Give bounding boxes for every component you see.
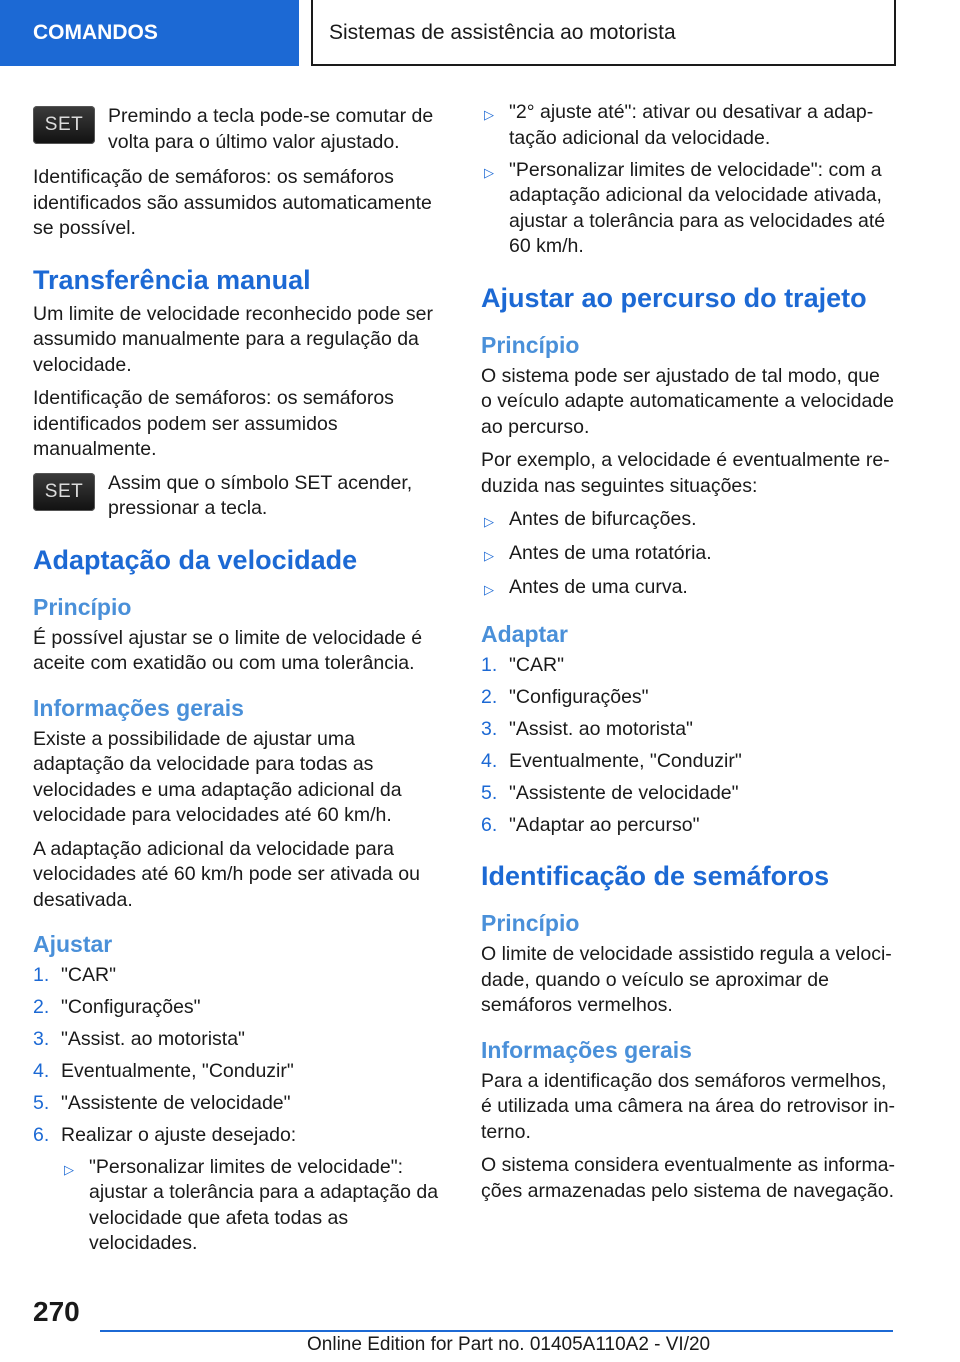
step-number: 1. (33, 964, 50, 986)
set-key-icon: SET (33, 106, 95, 144)
step-number: 5. (33, 1092, 50, 1114)
step-number: 4. (481, 749, 498, 772)
set-instruction-2 (33, 471, 448, 522)
list-item (33, 1091, 448, 1117)
list-item (33, 995, 448, 1021)
paragraph: O sistema considera eventualmente as informações armazenadas pelo sistema de navegação. (481, 1154, 896, 1202)
right-column (481, 100, 896, 1212)
paragraph: Identificação de semáforos: os semáforos identificados são assumidos automaticamente se possível. (33, 166, 432, 239)
paragraph: O limite de velocidade assistido regula a velocidade, quando o veículo se aproximar de semáforos vermelhos. (481, 943, 892, 1016)
step-text: "CAR" (61, 964, 117, 986)
triangle-bullet-icon: ▷ (484, 164, 494, 180)
set-key-icon: SET (33, 473, 95, 511)
step-text: "Adaptar ao percurso" (509, 813, 700, 836)
step-number: 5. (481, 781, 498, 804)
triangle-bullet-icon: ▷ (484, 548, 494, 563)
paragraph: Por exemplo, a velocidade é eventualmente reduzida nas seguintes situações: (481, 449, 890, 497)
list-item (481, 781, 896, 807)
paragraph: O sistema pode ser ajustado de tal modo, que o veículo adapte automaticamente a velocidade ao percurso. (481, 364, 895, 438)
paragraph: Existe a possibilidade de ajustar uma adaptação da velocidade para todas as velocidades e uma adaptação adicional da velocidade para velocidades até 60 km/h. (33, 727, 402, 826)
adapt-steps (481, 653, 896, 839)
left-column (33, 100, 448, 1270)
list-item (481, 100, 896, 151)
step-text: "Assistente de velocidade" (61, 1092, 291, 1114)
list-item (481, 749, 896, 775)
step-number: 1. (481, 653, 498, 676)
step-number: 4. (33, 1060, 50, 1082)
subheading-principle: Princípio (33, 593, 132, 620)
page-header (0, 0, 960, 66)
chapter-title: Sistemas de assistência ao motorista (311, 0, 896, 66)
step-text: "Assist. ao motorista" (509, 717, 693, 740)
step-text: "Configurações" (509, 685, 649, 708)
bullet-text: "Personalizar limites de velocidade": com a adaptação adicional da velocidade ativada, ajustar a tolerância para as velocidades até 60 km/h. (509, 158, 886, 257)
step-number: 3. (33, 1028, 50, 1050)
step-text: Eventualmente, "Conduzir" (509, 749, 742, 772)
heading-manual-transfer: Transferência manual (33, 264, 311, 295)
sub-bullets (61, 1155, 448, 1257)
list-item (33, 1027, 448, 1053)
list-item (481, 717, 896, 743)
step-text: "Assistente de velocidade" (509, 781, 739, 804)
step-number: 6. (481, 813, 498, 836)
step-text: Eventualmente, "Conduzir" (61, 1060, 294, 1082)
subheading-principle: Princípio (481, 910, 580, 936)
step-text: "Configurações" (61, 996, 201, 1018)
subheading-general-info: Informações gerais (33, 694, 244, 721)
paragraph: Identificação de semáforos: os semáforos identificados podem ser assumidos manualmente. (33, 387, 394, 460)
list-item (481, 653, 896, 679)
subheading-adapt: Adaptar (481, 620, 568, 647)
adjust-steps (33, 963, 448, 1263)
subheading-adjust: Ajustar (33, 931, 113, 957)
list-item (481, 813, 896, 839)
list-item (61, 1155, 448, 1257)
heading-speed-adaptation: Adaptação da velocidade (33, 544, 358, 575)
list-item (33, 1123, 448, 1263)
paragraph: É possível ajustar se o limite de velocidade é aceite com exatidão ou com uma tolerância. (33, 626, 423, 674)
step-text: "Assist. ao motorista" (61, 1028, 245, 1050)
list-item (481, 158, 896, 260)
bullet-text: Antes de uma rotatória. (509, 542, 712, 564)
section-tab: COMANDOS (0, 0, 299, 66)
bullet-text: Antes de bifurcações. (509, 508, 697, 530)
bullet-text: "2° ajuste até": ativar ou desativar a adaptação adicional da velocidade. (509, 101, 874, 149)
list-item (481, 507, 896, 535)
paragraph: Para a identificação dos semáforos vermelhos, é utilizada uma câmera na área do retrovisor interno. (481, 1069, 896, 1143)
subheading-general-info: Informações gerais (481, 1036, 692, 1063)
list-item (481, 575, 896, 603)
list-item (33, 1059, 448, 1085)
triangle-bullet-icon: ▷ (484, 107, 494, 122)
step-number: 2. (481, 685, 498, 708)
paragraph: A adaptação adicional da velocidade para velocidades até 60 km/h pode ser ativada ou desativada. (33, 837, 421, 911)
step-number: 6. (33, 1124, 50, 1146)
heading-route-adjust: Ajustar ao percurso do trajeto (481, 282, 867, 313)
triangle-bullet-icon: ▷ (484, 582, 494, 597)
step-number: 2. (33, 996, 50, 1018)
paragraph: Um limite de velocidade reconhecido pode ser assumido manualmente para a regulação da velocidade. (33, 302, 433, 376)
paragraph: Premindo a tecla pode-se comutar de volta para o último valor ajustado. (108, 105, 434, 153)
edition-info: Online Edition for Part no. 01405A110A2 - VI/20 (307, 1334, 711, 1355)
subheading-principle: Princípio (481, 331, 580, 358)
triangle-bullet-icon: ▷ (484, 514, 494, 529)
bullet-text: Antes de uma curva. (509, 576, 688, 598)
step-text-container (61, 1123, 448, 1263)
footer-divider (100, 1330, 893, 1332)
heading-traffic-lights: Identificação de semáforos (481, 861, 830, 891)
page-number: 270 (33, 1296, 80, 1327)
list-item (33, 963, 448, 989)
bullet-text: "Personalizar limites de velocidade": ajustar a tolerância para a adaptação da velocidade que afeta todas as velocidades. (89, 1155, 439, 1254)
step-text: Realizar o ajuste desejado: (61, 1124, 297, 1146)
step-number: 3. (481, 717, 498, 740)
list-item (481, 541, 896, 569)
list-item (481, 685, 896, 711)
tolerance-bullets (481, 100, 896, 260)
step-text: "CAR" (509, 653, 565, 676)
set-instruction-1 (33, 104, 448, 155)
triangle-bullet-icon: ▷ (64, 1161, 74, 1177)
situation-bullets (481, 507, 896, 603)
paragraph: Assim que o símbolo SET acender, pressionar a tecla. (108, 471, 413, 519)
